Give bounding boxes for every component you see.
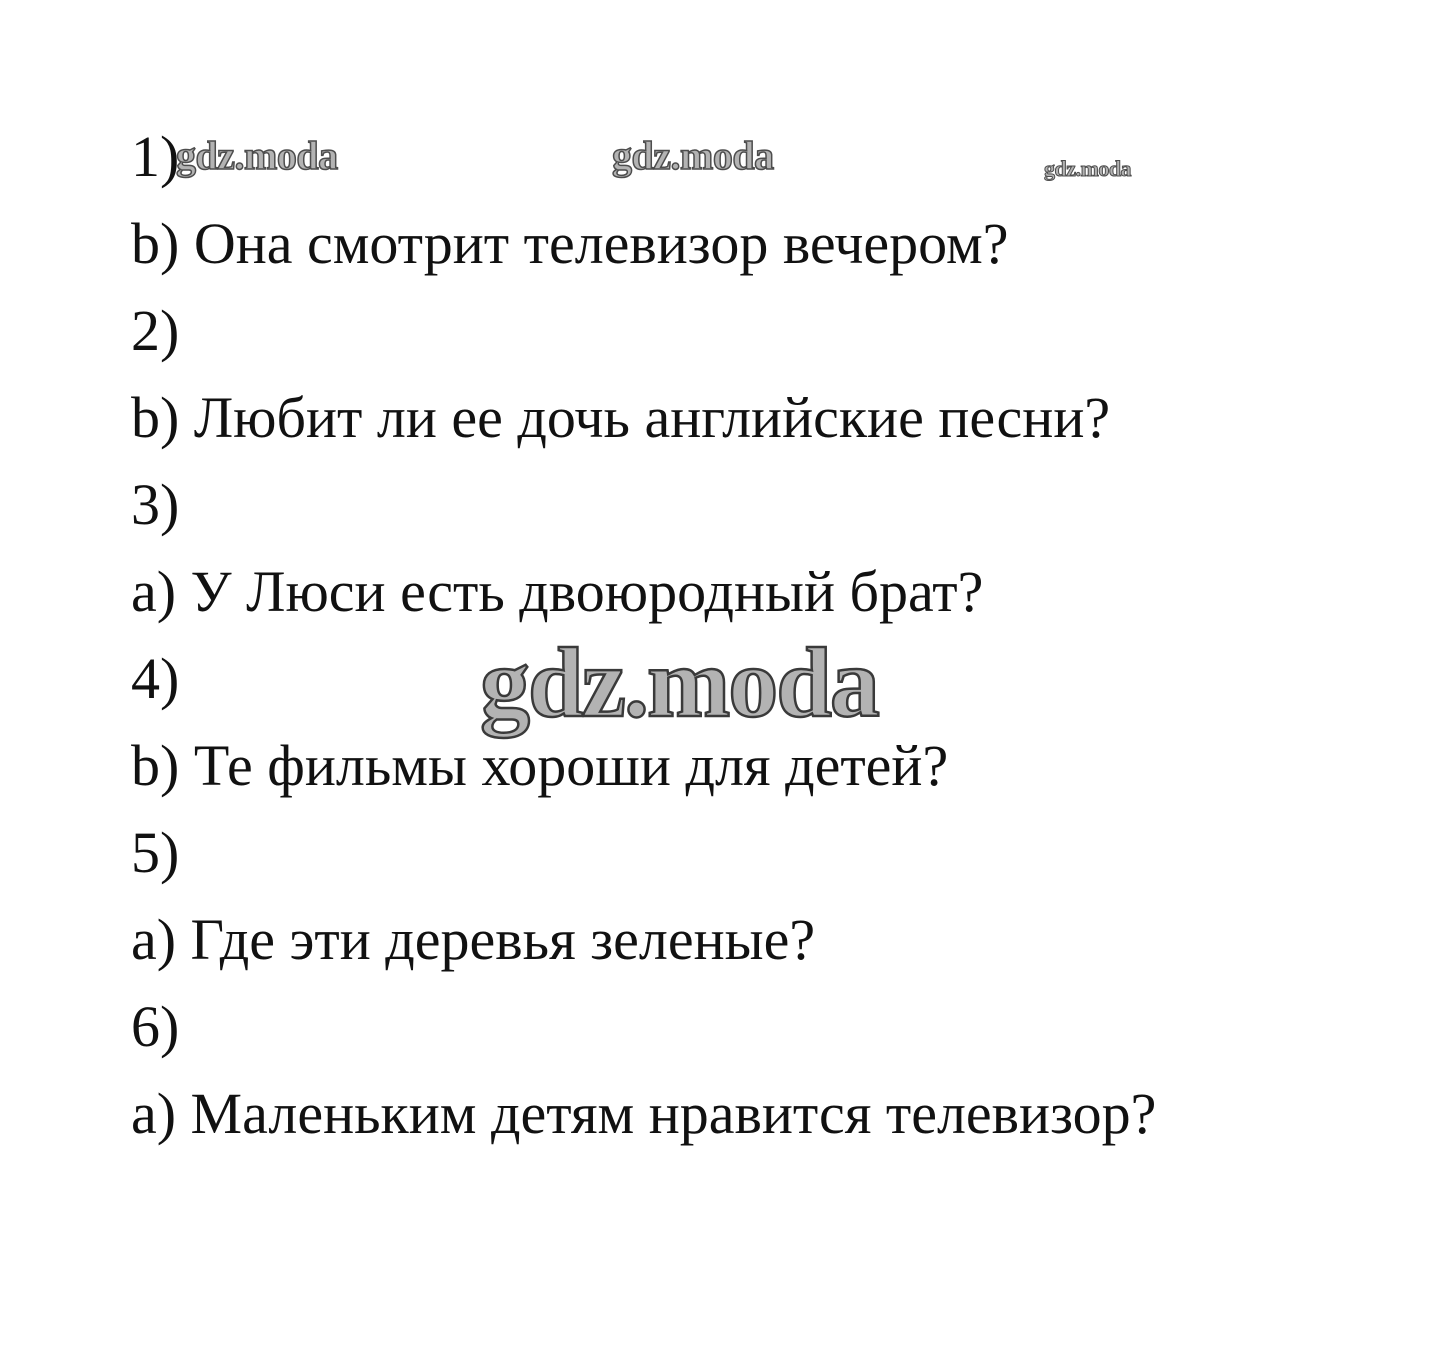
watermark-logo: gdz.moda xyxy=(1044,156,1132,181)
item-number-2: 2) xyxy=(131,298,180,363)
answer-line-6: a) Маленьким детям нравится телевизор? xyxy=(131,1081,1157,1146)
item-number-4: 4) xyxy=(131,646,180,711)
answer-line-1: b) Она смотрит телевизор вечером? xyxy=(131,211,1009,276)
item-number-6: 6) xyxy=(131,994,180,1059)
watermark-logo: gdz.moda xyxy=(612,133,774,178)
answer-line-5: a) Где эти деревья зеленые? xyxy=(131,907,816,972)
item-number-1: 1) xyxy=(131,124,180,189)
answer-line-2: b) Любит ли ее дочь английские песни? xyxy=(131,385,1111,450)
watermark-logo-large: gdz.moda xyxy=(480,627,878,738)
answer-line-3: a) У Люси есть двоюродный брат? xyxy=(131,559,984,624)
answer-line-4: b) Те фильмы хороши для детей? xyxy=(131,733,949,798)
watermark-logo: gdz.moda xyxy=(176,133,338,178)
item-number-5: 5) xyxy=(131,820,180,885)
item-number-3: 3) xyxy=(131,472,180,537)
